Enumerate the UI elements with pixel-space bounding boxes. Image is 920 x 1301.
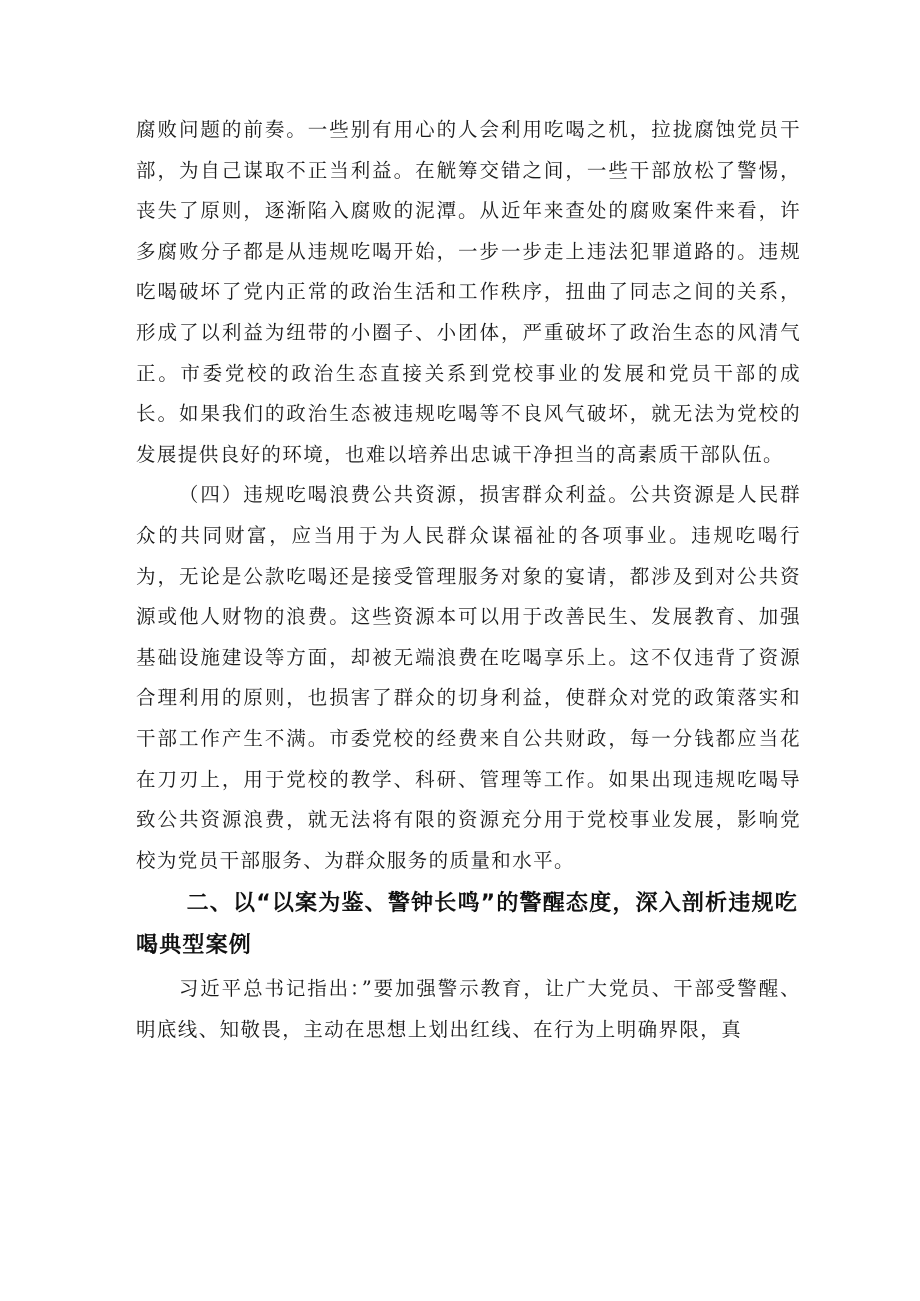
- paragraph-continued: 腐败问题的前奏。一些别有用心的人会利用吃喝之机，拉拢腐蚀党员干部，为自己谋取不正当利益。在觥筹交错之间，一些干部放松了警惕，丧失了原则，逐渐陷入腐败的泥潭。从近年来查处的腐败案件来看，许多腐败分子都是从违规吃喝开始，一步一步走上违法犯罪道路的。违规吃喝破坏了党内正常的政治生活和工作秩序，扭曲了同志之间的关系，形成了以利益为纽带的小圈子、小团体，严重破坏了政治生态的风清气正。市委党校的政治生态直接关系到党校事业的发展和党员干部的成长。如果我们的政治生态被违规吃喝等不良风气破坏，就无法为党校的发展提供良好的环境，也难以培养出忠诚干净担当的高素质干部队伍。: [136, 118, 801, 466]
- section-heading: 二、以“以案为鉴、警钟长鸣”的警醒态度，深入剖析违规吃喝典型案例: [136, 891, 798, 959]
- document-body: [136, 110, 801, 1050]
- paragraph-quote: 习近平总书记指出：”要加强警示教育，让广大党员、干部受警醒、明底线、知敬畏，主动在思想上划出红线、在行为上明确界限，真: [136, 977, 801, 1041]
- paragraph-section-four: （四）违规吃喝浪费公共资源，损害群众利益。公共资源是人民群众的共同财富，应当用于为人民群众谋福祉的各项事业。违规吃喝行为，无论是公款吃喝还是接受管理服务对象的宴请，都涉及到对公共资源或他人财物的浪费。这些资源本可以用于改善民生、发展教育、加强基础设施建设等方面，却被无端浪费在吃喝享乐上。这不仅违背了资源合理利用的原则，也损害了群众的切身利益，使群众对党的政策落实和干部工作产生不满。市委党校的经费来自公共财政，每一分钱都应当花在刀刃上，用于党校的教学、科研、管理等工作。如果出现违规吃喝导致公共资源浪费，就无法将有限的资源充分用于党校事业发展，影响党校为党员干部服务、为群众服务的质量和水平。: [136, 483, 801, 872]
